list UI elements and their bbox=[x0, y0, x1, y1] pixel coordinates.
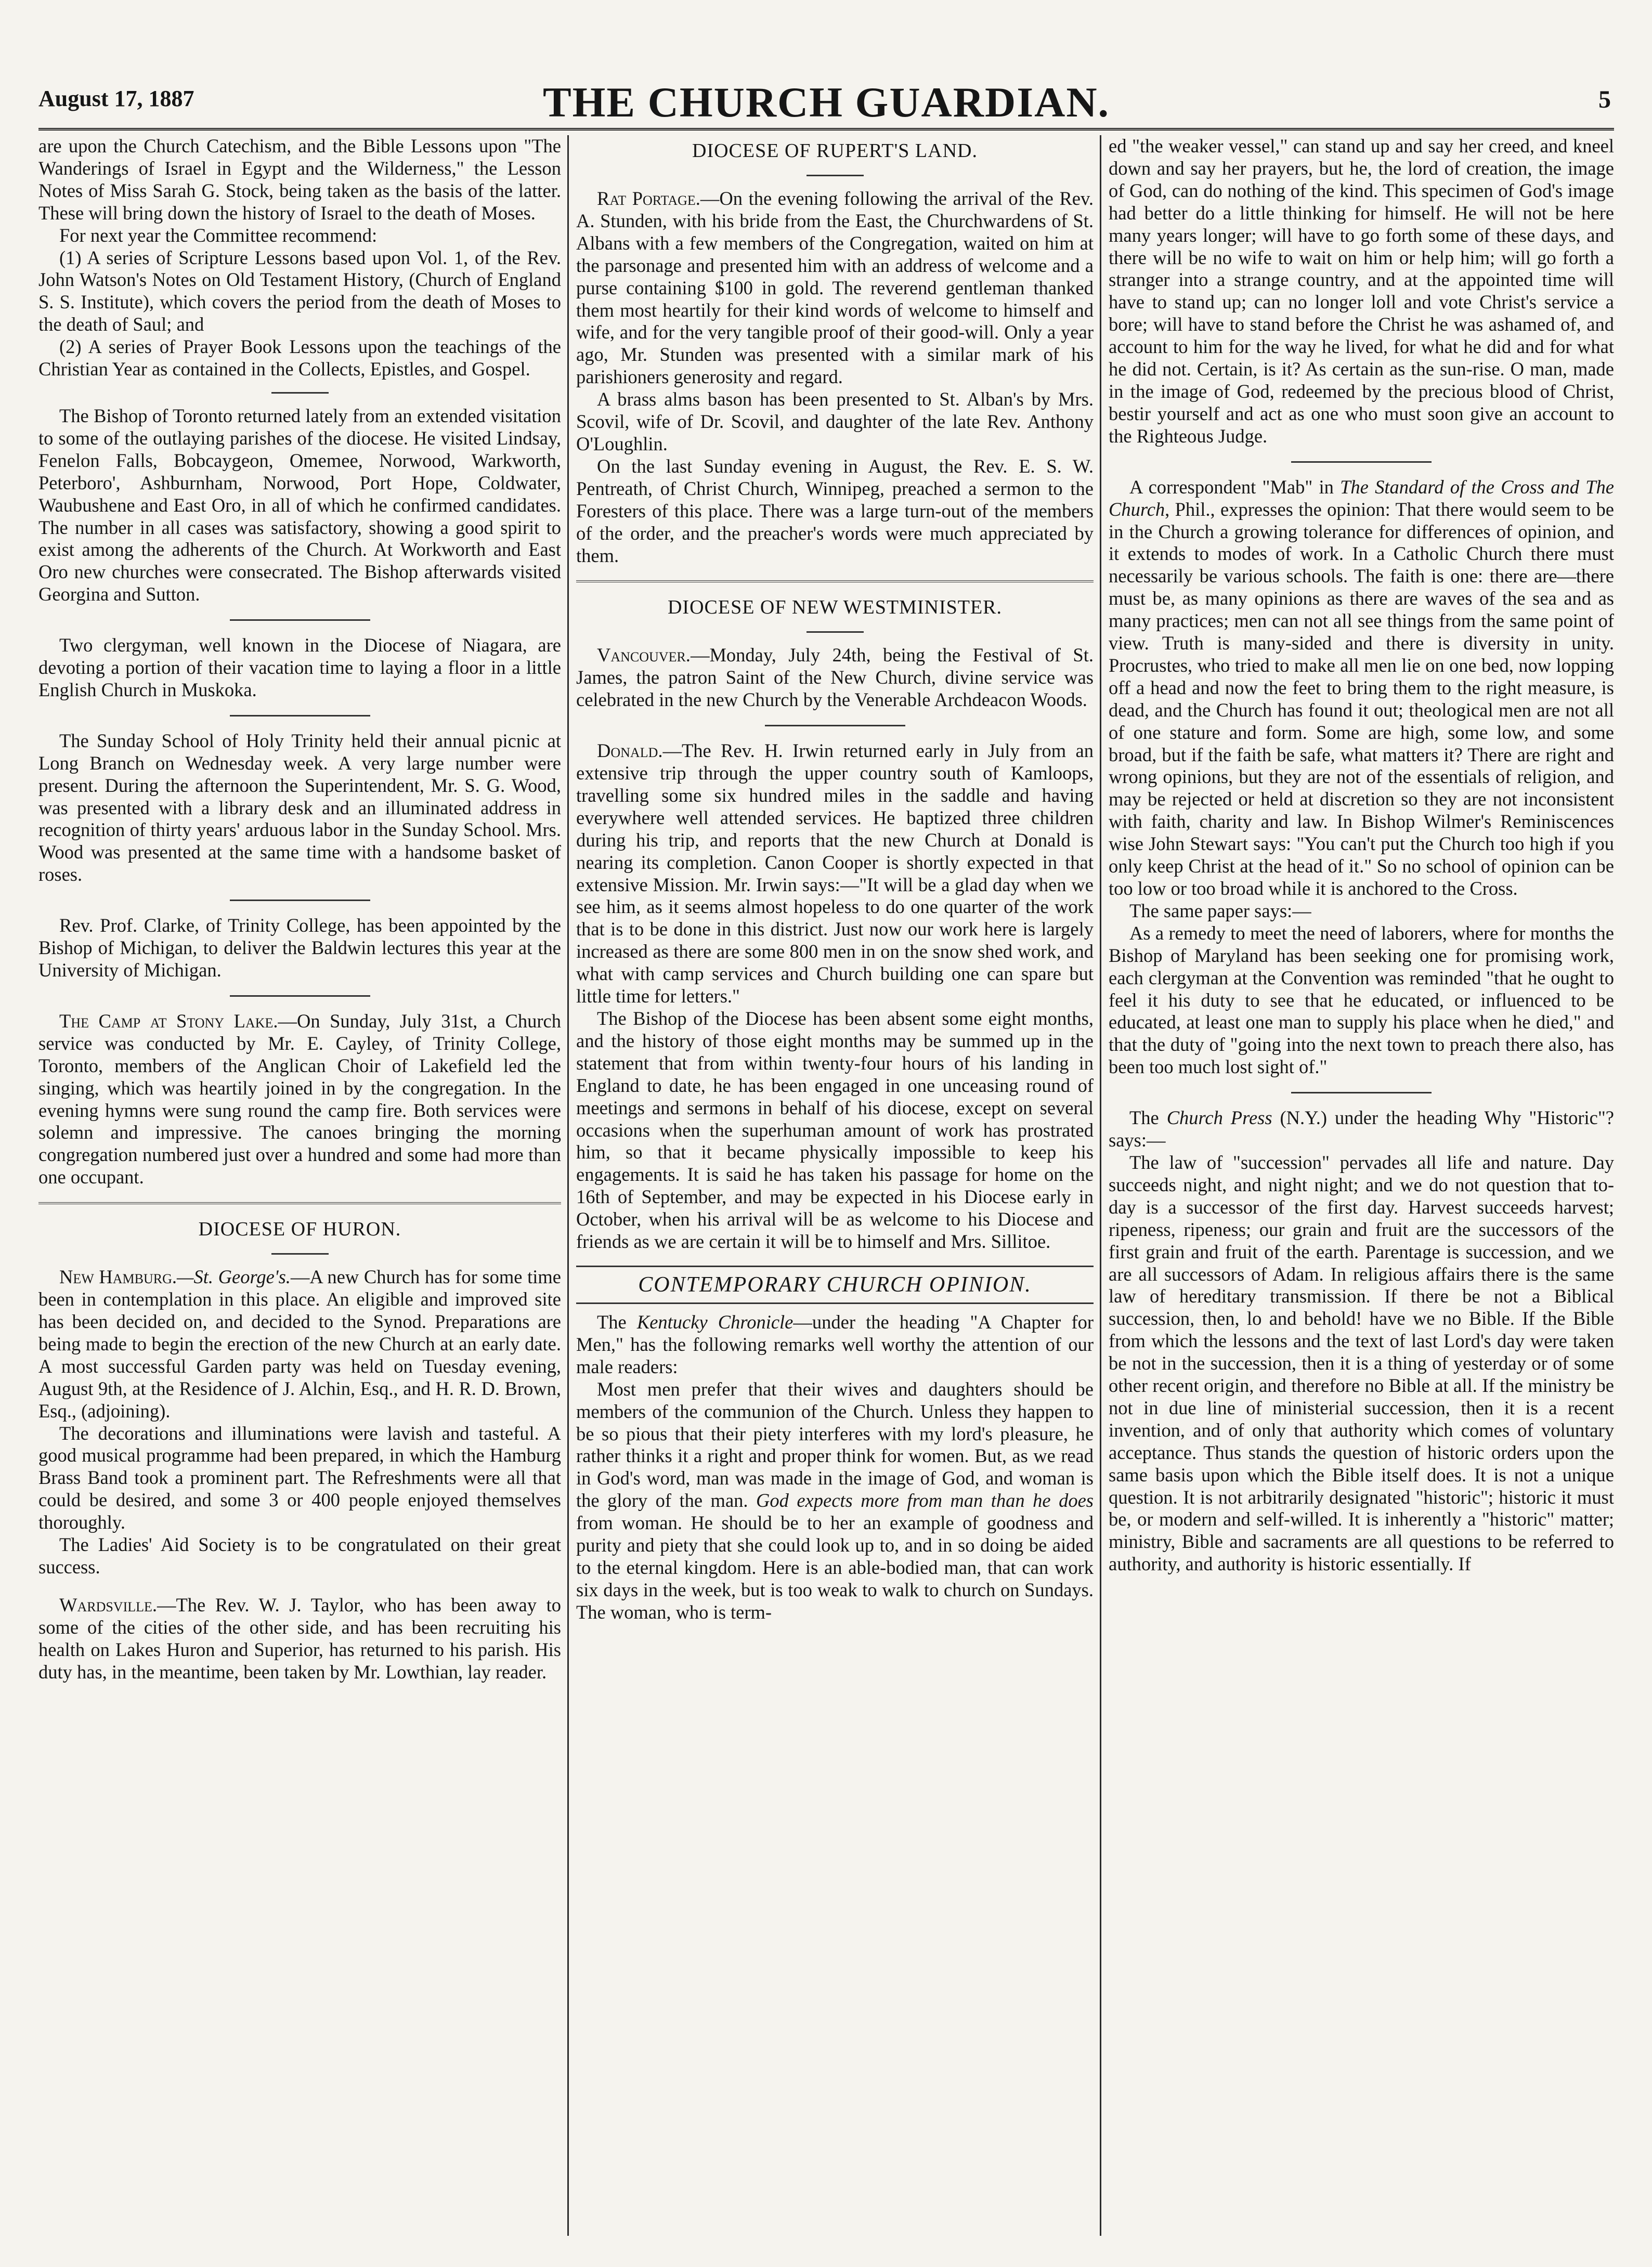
separator bbox=[1291, 1092, 1432, 1093]
paragraph-text: —A new Church has for some time been in contemplation in this place. An eligible and improved site has been decided on, and decided to the Synod. Preparations are being made to begin the erection of the new Church at an early date. A most successful Garden party was held on Tuesday evening, August 9th, at the Residence of J. Alchin, Esq., and H. R. D. Brown, Esq., (adjoining). bbox=[38, 1266, 561, 1422]
separator bbox=[1291, 461, 1432, 463]
paragraph: The law of "succession" pervades all life and nature. Day succeeds night, and night night; and we do not question that to-day is a successor of the first day. Harvest succeeds harvest; ripeness, ripeness; our grain and fruit are the successors of the first grain and fruit of the earth. Parentage is succession, and we are all successors of Adam. In religious affairs there is the same law of hereditary transmission. If there be not a Biblical succession, then, lo and behold! have we no Bible. If the Bible from which the lessons and the text of last Lord's day were taken be not in the succession, then it is a thing of yesterday or of some other recent origin, and therefore no Bible at all. If the ministry be not in due line of ministerial succession, then it is a recent invention, and of only that authority which comes of voluntary acceptance. Thus stands the question of historic orders upon the same basis upon which the Bible itself does. It is not a unique question. It is not arbitrarily designated "historic"; historic it must be, or modern and self-willed. It is inherently a "historic" matter; ministry, Bible and sacraments are all questions to be referred to authority, and authority is historic essentially. If bbox=[1109, 1151, 1614, 1575]
paragraph-text: (N.Y.) under the heading Why "Historic"? says:— bbox=[1109, 1107, 1614, 1151]
paragraph: The Ladies' Aid Society is to be congratulated on their great success. bbox=[38, 1534, 561, 1578]
paragraph bbox=[38, 1010, 561, 1189]
paragraph-text: —Monday, July 24th, being the Festival of St. James, the patron Saint of the New Church, divine service was celebrated in the new Church by the Venerable Archdeacon Woods. bbox=[576, 644, 1094, 711]
paragraph bbox=[38, 1594, 561, 1684]
paragraph: As a remedy to meet the need of laborers, where for months the Bishop of Maryland has been seeking one for promising work, each clergyman at the Convention was reminded "that he ought to feel it his duty to see that he educated, or influenced to be educated, at least one man to supply his place when he died," and that the duty of "going into the next town to preach there also, has been too much lost sight of." bbox=[1109, 922, 1614, 1078]
column-right bbox=[1109, 135, 1614, 2236]
paragraph bbox=[1109, 476, 1614, 900]
newspaper-title: THE CHURCH GUARDIAN. bbox=[542, 79, 1110, 126]
column-rule bbox=[567, 135, 569, 2236]
paragraph: The Sunday School of Holy Trinity held their annual picnic at Long Branch on Wednesday week. A very large number were present. During the afternoon the Superintendent, Mr. S. G. Wood, was presented with a library desk and an illuminated address in recognition of thirty years' arduous labor in the Sunday School. Mrs. Wood was presented at the same time with a handsome basket of roses. bbox=[38, 729, 561, 885]
paragraph: Two clergyman, well known in the Diocese of Niagara, are devoting a portion of their vacation time to laying a floor in a little English Church in Muskoka. bbox=[38, 634, 561, 700]
dateline: Vancouver. bbox=[597, 644, 691, 666]
column-middle bbox=[576, 135, 1094, 2236]
dateline: New Hamburg. bbox=[59, 1266, 177, 1288]
emphasis-text: God expects more from man than he does bbox=[756, 1490, 1094, 1512]
paragraph: ed "the weaker vessel," can stand up and say her creed, and kneel down and say her prayers, but he, the lord of creation, the image of God, can do nothing of the kind. This specimen of God's image had better do a little thinking for himself. He will not be here many years longer; will have to go forth some of these days, and there will be no wife to wait on him or help him; will go forth a stranger into a strange country, and at the appointed time will have to stand up; can no longer loll and vote Christ's service a bore; will have to stand before the Christ he was ashamed of, and account to him for the way he lived, for what he did and for what he did not. Certain, is it? As certain as the sun-rise. O man, made in the image of God, redeemed by the precious blood of Christ, bestir yourself and act as one who must soon give an account to the Righteous Judge. bbox=[1109, 135, 1614, 447]
paragraph: (1) A series of Scripture Lessons based upon Vol. 1, of the Rev. John Watson's Notes on Old Testament History, (Church of England S. S. Institute), which covers the period from the death of Moses to the death of Saul; and bbox=[38, 246, 561, 335]
paragraph: (2) A series of Prayer Book Lessons upon the teachings of the Christian Year as contained in the Collects, Epistles, and Gospel. bbox=[38, 336, 561, 380]
spacer bbox=[38, 1579, 561, 1594]
separator bbox=[230, 900, 370, 901]
section-heading: CONTEMPORARY CHURCH OPINION. bbox=[576, 1266, 1094, 1304]
separator bbox=[230, 619, 370, 621]
column-left bbox=[38, 135, 561, 2236]
dateline: Donald. bbox=[597, 740, 663, 762]
page-number: 5 bbox=[1598, 86, 1611, 113]
section-heading: DIOCESE OF HURON. bbox=[198, 1218, 401, 1241]
paragraph: On the last Sunday evening in August, the Rev. E. S. W. Pentreath, of Christ Church, Winnipeg, preached a sermon to the Foresters of this place. There was a large turn-out of the members of the order, and the preacher's words were much appreciated by them. bbox=[576, 455, 1094, 566]
paragraph-text: The bbox=[597, 1311, 637, 1333]
paragraph: The same paper says:— bbox=[1129, 900, 1311, 921]
separator bbox=[230, 715, 370, 716]
paragraph: A brass alms bason has been presented to St. Alban's by Mrs. Scovil, wife of Dr. Scovil, and daughter of the late Rev. Anthony O'Loughlin. bbox=[576, 388, 1094, 454]
paragraph-text: A correspondent "Mab" in bbox=[1129, 476, 1341, 498]
dateline: The Camp at Stony Lake. bbox=[59, 1010, 278, 1032]
paragraph bbox=[576, 1378, 1094, 1624]
paragraph bbox=[576, 740, 1094, 1008]
paragraph bbox=[576, 188, 1094, 388]
paragraph bbox=[576, 644, 1094, 711]
paragraph-text: —On Sunday, July 31st, a Church service was conducted by Mr. E. Cayley, of Trinity College, Toronto, members of the Anglican Choir of Lakefield led the singing, which was heartily joined in by the congregation. In the evening hymns were sung round the camp fire. Both services were solemn and impressive. The canoes bringing the morning congregation numbered just over a hundred and some had more than one occupant. bbox=[38, 1010, 561, 1188]
paragraph: Rev. Prof. Clarke, of Trinity College, has been appointed by the Bishop of Michigan, to deliver the Baldwin lectures this year at the University of Michigan. bbox=[38, 915, 561, 981]
paragraph-text: Most men prefer that their wives and daughters should be members of the communion of the Church. Unless they happen to be so pious that their piety interferes with my lord's pleasure, he rather thinks it a right and proper think for women. But, as we read in God's word, man was made in the image of God, and woman is the glory of the man. bbox=[576, 1378, 1094, 1512]
separator bbox=[807, 631, 864, 633]
publication-name: The Standard of the Cross and The Church bbox=[1109, 476, 1614, 520]
publication-name: Church Press bbox=[1166, 1107, 1272, 1129]
publication-name: Kentucky Chronicle bbox=[636, 1311, 794, 1333]
paragraph bbox=[1109, 1107, 1614, 1152]
section-heading: DIOCESE OF NEW WESTMINISTER. bbox=[667, 596, 1003, 619]
paragraph-text: —The Rev. W. J. Taylor, who has been away to some of the cities of the other side, and has been recruiting his health on Lakes Huron and Superior, has returned to his parish. His duty has, in the meantime, been taken by Mr. Lowthian, lay reader. bbox=[38, 1594, 561, 1683]
paragraph bbox=[38, 1266, 561, 1422]
section-divider bbox=[576, 580, 1094, 592]
parish-name: —St. George's. bbox=[177, 1266, 291, 1288]
paragraph: The decorations and illuminations were lavish and tasteful. A good musical programme had been prepared, in which the Hamburg Brass Band took a prominent part. The Refreshments were all that could be desired, and some 3 or 400 people enjoyed themselves thoroughly. bbox=[38, 1422, 561, 1533]
column-rule bbox=[1100, 135, 1101, 2236]
spacer bbox=[576, 1253, 1094, 1260]
paragraph-text: from woman. He should be to her an example of goodness and purity and piety that she could look up to, and in so doing be aided to the eternal kingdom. Here is an able-bodied man, that can work six days in the week, but is too weak to walk to church on Sundays. The woman, who is term- bbox=[576, 1512, 1094, 1623]
paragraph-text: , Phil., expresses the opinion: That there would seem to be in the Church a growing tolerance for differences of opinion, and it extends to modes of work. In a Catholic Church there must necessarily be various schools. The faith is one: there are—there must be, as many opinions as there are waves of the sea and as many practices; men can not all see things from the same point of view. Truth is many-sided and there is diversity in unity. Procrustes, who tried to make all men lie on one bed, now lopping off a head and now the feet to bring them to the right measure, is dead, and the Church has found it out; theological men are not all of one stature and form. Some are high, some low, and some broad, but if the faith be safe, what matters it? There are right and wrong opinions, but they are not of the essentials of religion, and may be rejected or held at discretion so they are not inconsistent with faith, charity and law. In Bishop Wilmer's Reminiscences wise John Stewart says: "You can't put the Church too high if you only keep Christ at the head of it." So no school of opinion can be too low or too broad while it is anchored to the Cross. bbox=[1109, 498, 1614, 899]
masthead bbox=[38, 78, 1614, 131]
paragraph: For next year the Committee recommend: bbox=[59, 224, 378, 246]
paragraph-text: —On the evening following the arrival of the Rev. A. Stunden, with his bride from the East, the Churchwardens of St. Albans with a few members of the Congregation, waited on him at the parsonage and presented him with an address of welcome and a purse containing $100 in gold. The reverend gentleman thanked them most heartily for their kind words of welcome to himself and wife, and for the very tangible proof of their good-will. Only a year ago, Mr. Stunden was presented with a similar mark of his parishioners generosity and regard. bbox=[576, 188, 1094, 388]
separator bbox=[271, 1253, 329, 1255]
section-heading: DIOCESE OF RUPERT'S LAND. bbox=[692, 140, 978, 162]
paragraph-text: The bbox=[1129, 1107, 1167, 1129]
paragraph: The Bishop of the Diocese has been absent some eight months, and the history of those eight months may be summed up in the statement that from within twenty-four hours of his landing in England to date, he has been engaged in one unceasing round of meetings and sermons in behalf of his diocese, except on several occasions when the superhuman amount of work has prostrated him, so that it became physically impossible to keep his engagements. It is said he has taken his passage for home on the 16th of September, and may be expected in his Diocese early in October, when his arrival will be as welcome to his Diocese and friends as we are certain it will be to himself and Mrs. Sillitoe. bbox=[576, 1008, 1094, 1253]
paragraph-text: —under the heading "A Chapter for Men," has the following remarks well worthy the attention of our male readers: bbox=[576, 1311, 1094, 1377]
separator bbox=[230, 995, 370, 997]
dateline: Rat Portage. bbox=[597, 188, 700, 209]
issue-date: August 17, 1887 bbox=[38, 86, 194, 111]
paragraph: are upon the Church Catechism, and the Bible Lessons upon "The Wanderings of Israel in Egypt and the Wilderness," the Lesson Notes of Miss Sarah G. Stock, being taken as the basis of the latter. These will bring down the history of Israel to the death of Moses. bbox=[38, 135, 561, 224]
separator bbox=[271, 392, 329, 394]
section-divider bbox=[38, 1202, 561, 1214]
separator bbox=[807, 175, 864, 176]
separator bbox=[765, 725, 905, 726]
paragraph: The Bishop of Toronto returned lately from an extended visitation to some of the outlaying parishes of the diocese. He visited Lindsay, Fenelon Falls, Bobcaygeon, Omemee, Norwood, Warkworth, Peterboro', Ashburnham, Norwood, Port Hope, Coldwater, Waubushene and East Oro, in all of which he confirmed candidates. The number in all cases was satisfactory, showing a good spirit to exist among the adherents of the Church. At Workworth and East Oro new churches were consecrated. The Bishop afterwards visited Georgina and Sutton. bbox=[38, 405, 561, 605]
paragraph-text: —The Rev. H. Irwin returned early in July from an extensive trip through the upper country south of Kamloops, travelling some six hundred miles in the saddle and having everywhere well attended services. He baptized three children during his trip, and reports that the new Church at Donald is nearing its completion. Canon Cooper is shortly expected in that extensive Mission. Mr. Irwin says:—"It will be a glad day when we see him, as it seems almost hopeless to do one quarter of the work that is to be done in this district. Just now our work here is largely increased as there are some 800 men in on the snow shed work, and what with camp services and Church building one can spare but little time for letters." bbox=[576, 740, 1094, 1007]
paragraph bbox=[576, 1311, 1094, 1378]
dateline: Wardsville. bbox=[59, 1594, 158, 1615]
